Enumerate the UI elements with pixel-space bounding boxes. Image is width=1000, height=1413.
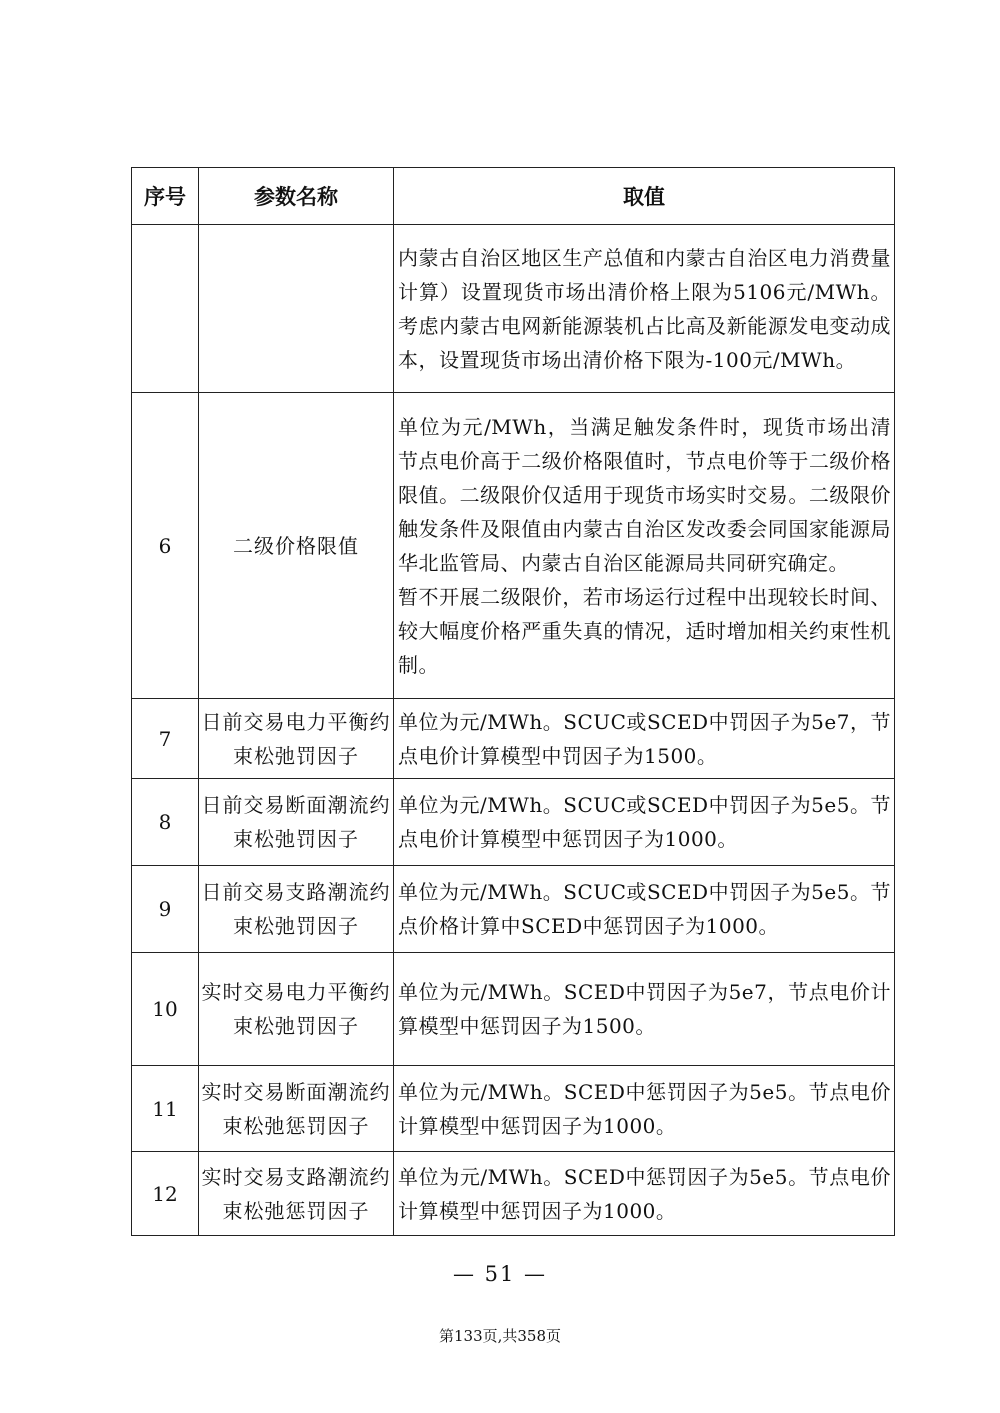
page-number: — 51 — xyxy=(452,1262,548,1286)
table-row xyxy=(132,393,895,699)
row-value xyxy=(394,1152,895,1236)
header-value: 取值 xyxy=(394,168,895,225)
row-name: 日前交易电力平衡约束松弛罚因子 xyxy=(199,699,394,779)
row-value xyxy=(394,866,895,953)
row-name: 日前交易断面潮流约束松弛罚因子 xyxy=(199,779,394,866)
row-name: 日前交易支路潮流约束松弛罚因子 xyxy=(199,866,394,953)
row-value xyxy=(394,1066,895,1152)
row-no: 6 xyxy=(132,393,199,699)
row-no: 9 xyxy=(132,866,199,953)
row-value-text: 单位为元/MWh。SCUC或SCED中罚因子为5e7，节点电价计算模型中罚因子为1500。 xyxy=(398,709,891,768)
row-value-text: 暂不开展二级限价，若市场运行过程中出现较长时间、较大幅度价格严重失真的情况，适时增加相关约束性机制。 xyxy=(398,584,891,677)
row-name: 实时交易断面潮流约束松弛惩罚因子 xyxy=(199,1066,394,1152)
page-footer: 第133页,共358页 xyxy=(438,1327,562,1345)
header-no: 序号 xyxy=(132,168,199,225)
table-row xyxy=(132,1066,895,1152)
row-value xyxy=(394,225,895,393)
row-value-text: 单位为元/MWh。SCED中罚因子为5e7，节点电价计算模型中惩罚因子为1500。 xyxy=(398,980,891,1038)
row-value xyxy=(394,779,895,866)
table-row xyxy=(132,953,895,1066)
row-no: 8 xyxy=(132,779,199,866)
row-value-text: 单位为元/MWh。SCUC或SCED中罚因子为5e5。节点价格计算中SCED中惩罚因子为1000。 xyxy=(398,880,891,938)
table-row xyxy=(132,779,895,866)
row-no: 11 xyxy=(132,1066,199,1152)
row-value-text: 内蒙古自治区地区生产总值和内蒙古自治区电力消费量计算）设置现货市场出清价格上限为5106元/MWh。考虑内蒙古电网新能源装机占比高及新能源发电变动成本，设置现货市场出清价格下限为-100元/MWh。 xyxy=(398,245,891,372)
row-name xyxy=(199,225,394,393)
row-value xyxy=(394,953,895,1066)
row-no: 7 xyxy=(132,699,199,779)
table-row xyxy=(132,699,895,779)
table-row xyxy=(132,866,895,953)
row-no: 12 xyxy=(132,1152,199,1236)
parameter-table xyxy=(131,167,895,1236)
row-name: 二级价格限值 xyxy=(199,393,394,699)
row-name: 实时交易支路潮流约束松弛惩罚因子 xyxy=(199,1152,394,1236)
row-value-text: 单位为元/MWh，当满足触发条件时，现货市场出清节点电价高于二级价格限值时，节点电价等于二级价格限值。二级限价仅适用于现货市场实时交易。二级限价触发条件及限值由内蒙古自治区发改委会同国家能源局华北监管局、内蒙古自治区能源局共同研究确定。 xyxy=(398,414,891,575)
row-value-text: 单位为元/MWh。SCED中惩罚因子为5e5。节点电价计算模型中惩罚因子为1000。 xyxy=(398,1164,891,1223)
table-header-row xyxy=(132,168,895,225)
row-no xyxy=(132,225,199,393)
row-value-text: 单位为元/MWh。SCED中惩罚因子为5e5。节点电价计算模型中惩罚因子为1000。 xyxy=(398,1079,891,1138)
header-name: 参数名称 xyxy=(199,168,394,225)
row-name: 实时交易电力平衡约束松弛罚因子 xyxy=(199,953,394,1066)
table-row xyxy=(132,1152,895,1236)
row-value-text: 单位为元/MWh。SCUC或SCED中罚因子为5e5。节点电价计算模型中惩罚因子为1000。 xyxy=(398,793,891,851)
row-no: 10 xyxy=(132,953,199,1066)
table-row xyxy=(132,225,895,393)
row-value xyxy=(394,393,895,699)
row-value xyxy=(394,699,895,779)
